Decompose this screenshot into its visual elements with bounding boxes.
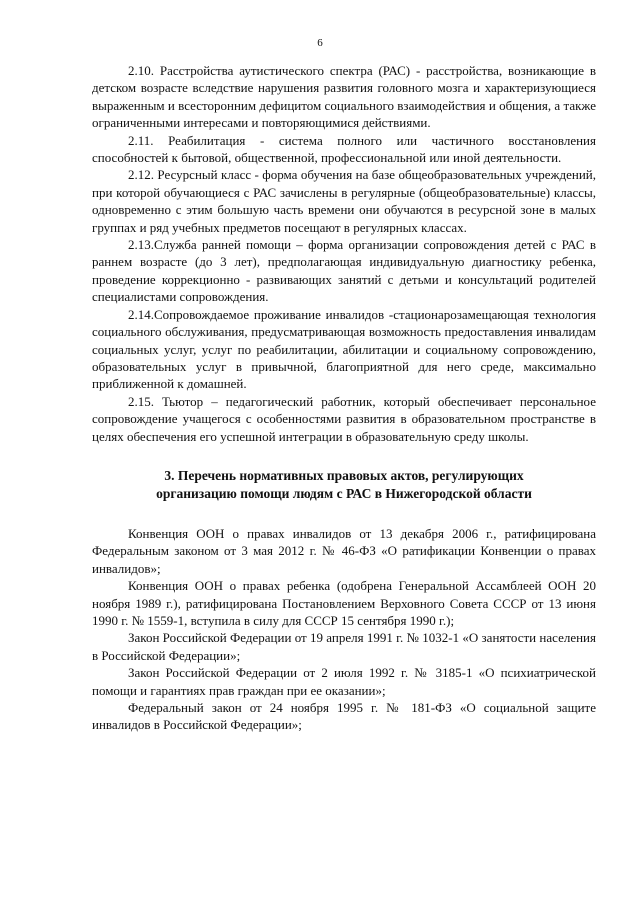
definition-2-12: 2.12. Ресурсный класс - форма обучения на базе общеобразовательных учреждений, при которой обучающиеся с РАС зачислены в регулярные (общеобразовательные) классы, одновременно с этим большую часть времени они обучаются в ресурсной зоне в малых группах и ряд учебных предметов посещают в регулярных классах. — [92, 167, 596, 235]
act-un-child-rights-convention: Конвенция ООН о правах ребенка (одобрена Генеральной Ассамблеей ООН 20 ноября 1989 г.), ратифицирована Постановлением Верховного Совета СССР от 13 июня 1990 г. № 1559-1, вступила в силу для СССР 15 сентября 1990 г.); — [92, 578, 596, 628]
act-un-disability-convention: Конвенция ООН о правах инвалидов от 13 декабря 2006 г., ратифицирована Федеральным законом от 3 мая 2012 г. № 46-ФЗ «О ратификации Конвенции о правах инвалидов»; — [92, 525, 596, 576]
page-content — [92, 62, 596, 734]
definition-2-14: 2.14.Сопровождаемое проживание инвалидов -стационарозамещающая технология социального обслуживания, предусматривающая возможность предоставления инвалидам социальных услуг, услуг по реабилитации, абилитации и социальному сопровождению, образовательных услуг в привычной, благоприятной для него среде, максимально приближенной к домашней. — [92, 306, 596, 392]
section-heading — [92, 467, 596, 503]
definition-2-10: 2.10. Расстройства аутистического спектра (РАС) - расстройства, возникающие в детском возрасте вследствие нарушения развития головного мозга и характеризующиеся выраженным и всесторонним дефицитом социального взаимодействия и общения, а также ограниченными интересами и повторяющимися действиями. — [92, 63, 596, 131]
section-heading-line-2: организацию помощи людям с РАС в Нижегородской области — [156, 485, 532, 501]
page-number: 6 — [317, 37, 323, 49]
section-heading-line-1: 3. Перечень нормативных правовых актов, регулирующих — [164, 467, 524, 483]
act-social-protection-law: Федеральный закон от 24 ноября 1995 г. № 181-ФЗ «О социальной защите инвалидов в Российской Федерации»; — [92, 700, 596, 733]
definition-2-11: 2.11. Реабилитация - система полного или частичного восстановления способностей к бытовой, общественной, профессиональной или иной деятельности. — [92, 132, 596, 166]
act-employment-law: Закон Российской Федерации от 19 апреля 1991 г. № 1032-1 «О занятости населения в Российской Федерации»; — [92, 630, 596, 663]
act-psychiatric-care-law: Закон Российской Федерации от 2 июля 1992 г. № 3185-1 «О психиатрической помощи и гарантиях прав граждан при ее оказании»; — [92, 665, 596, 698]
definition-2-13: 2.13.Служба ранней помощи – форма организации сопровождения детей с РАС в раннем возрасте (до 3 лет), предполагающая индивидуальную диагностику ребенка, проведение коррекционно - развивающих занятий с детьми и консультаций родителей специалистами сопровождения. — [92, 237, 596, 305]
definition-2-15: 2.15. Тьютор – педагогический работник, который обеспечивает персональное сопровождение учащегося с особенностями развития в образовательном пространстве в целях обеспечения его успешной интеграции в образовательную среду школы. — [92, 393, 596, 444]
